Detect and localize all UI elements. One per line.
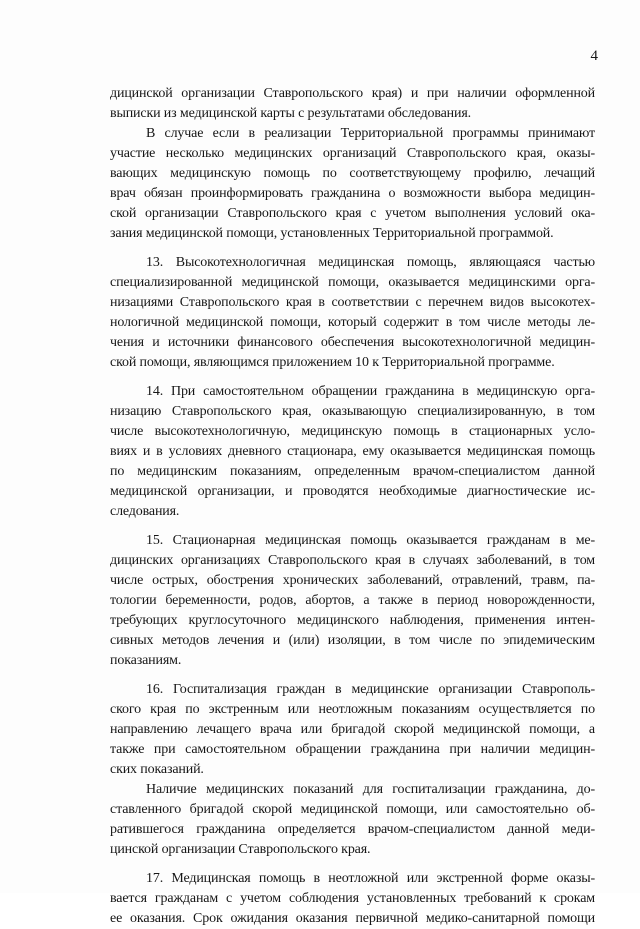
text-line: Наличие медицинских показаний для госпитализации гражданина, до-	[146, 782, 595, 797]
text-line: ского края по экстренным или неотложным показаниям осуществляется по	[110, 702, 595, 717]
text-line: 13. Высокотехнологичная медицинская помощь, являющаяся частью	[146, 255, 595, 270]
text-line: числе высокотехнологичную, медицинскую помощь в стационарных усло-	[110, 424, 595, 439]
text-line: тологии беременности, родов, абортов, а также в период новорожденности,	[110, 593, 595, 608]
paragraph-item-13	[110, 253, 595, 373]
text-line: нологичной медицинской помощи, который содержит в том числе методы ле-	[110, 315, 595, 330]
text-line: В случае если в реализации Территориальной программы принимают	[146, 126, 595, 141]
text-line: ской организации Ставропольского края с учетом выполнения условий ока-	[110, 206, 595, 221]
paragraph-gap	[110, 671, 595, 680]
paragraph-gap	[110, 244, 595, 253]
paragraph-item-16-indications	[110, 780, 595, 860]
text-line: специализированной медицинской помощи, оказывается медицинскими орга-	[110, 275, 595, 290]
text-line: требующих круглосуточного медицинского наблюдения, применения интен-	[110, 613, 595, 628]
text-line: по медицинским показаниям, определенным врачом-специалистом данной	[110, 464, 595, 479]
text-line: низацию Ставропольского края, оказывающую специализированную, в том	[110, 404, 595, 419]
paragraph-item-15	[110, 531, 595, 671]
text-line: вается гражданам с учетом соблюдения установленных требований к срокам	[110, 891, 595, 906]
text-line: показаниям.	[110, 653, 182, 668]
paragraph-gap	[110, 373, 595, 382]
text-line: участие несколько медицинских организаций Ставропольского края, оказы-	[110, 146, 595, 161]
text-line: сивных методов лечения и (или) изоляции, в том числе по эпидемическим	[110, 633, 595, 648]
text-line: врач обязан проинформировать гражданина о возможности выбора медицин-	[110, 186, 595, 201]
text-line: низациями Ставропольского края в соответствии с перечнем видов высокотех-	[110, 295, 595, 310]
text-line: виях и в условиях дневного стационара, ему оказывается медицинская помощь	[110, 444, 595, 459]
paragraph-continuation	[110, 84, 595, 124]
text-line: 15. Стационарная медицинская помощь оказывается гражданам в ме-	[146, 533, 595, 548]
text-line: 17. Медицинская помощь в неотложной или экстренной форме оказы-	[146, 871, 595, 886]
page-number: 4	[590, 48, 598, 64]
text-line: вающих медицинскую помощь по соответствующему профилю, лечащий	[110, 166, 595, 181]
text-line: медицинской организации, и проводятся необходимые диагностические ис-	[110, 484, 595, 499]
text-line: также при самостоятельном обращении гражданина при наличии медицин-	[110, 742, 595, 757]
text-line: ставленного бригадой скорой медицинской помощи, или самостоятельно об-	[110, 802, 595, 817]
text-line: ских показаний.	[110, 762, 204, 777]
paragraph-gap	[110, 860, 595, 869]
document-body	[110, 84, 595, 929]
paragraph-gap	[110, 522, 595, 531]
text-line: ской помощи, являющимся приложением 10 к Территориальной программе.	[110, 355, 555, 370]
text-line: 14. При самостоятельном обращении гражданина в медицинскую орга-	[146, 384, 595, 399]
text-line: направлению лечащего врача или бригадой скорой медицинской помощи, а	[110, 722, 595, 737]
text-line: зания медицинской помощи, установленных Территориальной программой.	[110, 226, 554, 241]
paragraph-item-14	[110, 382, 595, 522]
paragraph-item-17	[110, 869, 595, 929]
text-line: 16. Госпитализация граждан в медицинские организации Ставрополь-	[146, 682, 595, 697]
text-line: чения и источники финансового обеспечения высокотехнологичной медицин-	[110, 335, 595, 350]
text-line: числе острых, обострения хронических заболеваний, отравлений, травм, па-	[110, 573, 595, 588]
text-line: следования.	[110, 504, 180, 519]
paragraph-item-16	[110, 680, 595, 780]
text-line: дицинских организациях Ставропольского края в случаях заболеваний, в том	[110, 553, 595, 568]
text-line: дицинской организации Ставропольского края) и при наличии оформленной	[110, 86, 595, 101]
text-line: цинской организации Ставропольского края.	[110, 842, 371, 857]
text-line: ратившегося гражданина определяется врачом-специалистом данной меди-	[110, 822, 595, 837]
paragraph-choice-of-organization	[110, 124, 595, 244]
text-line: выписки из медицинской карты с результатами обследования.	[110, 106, 471, 121]
text-line: ее оказания. Срок ожидания оказания первичной медико-санитарной помощи	[110, 911, 595, 926]
